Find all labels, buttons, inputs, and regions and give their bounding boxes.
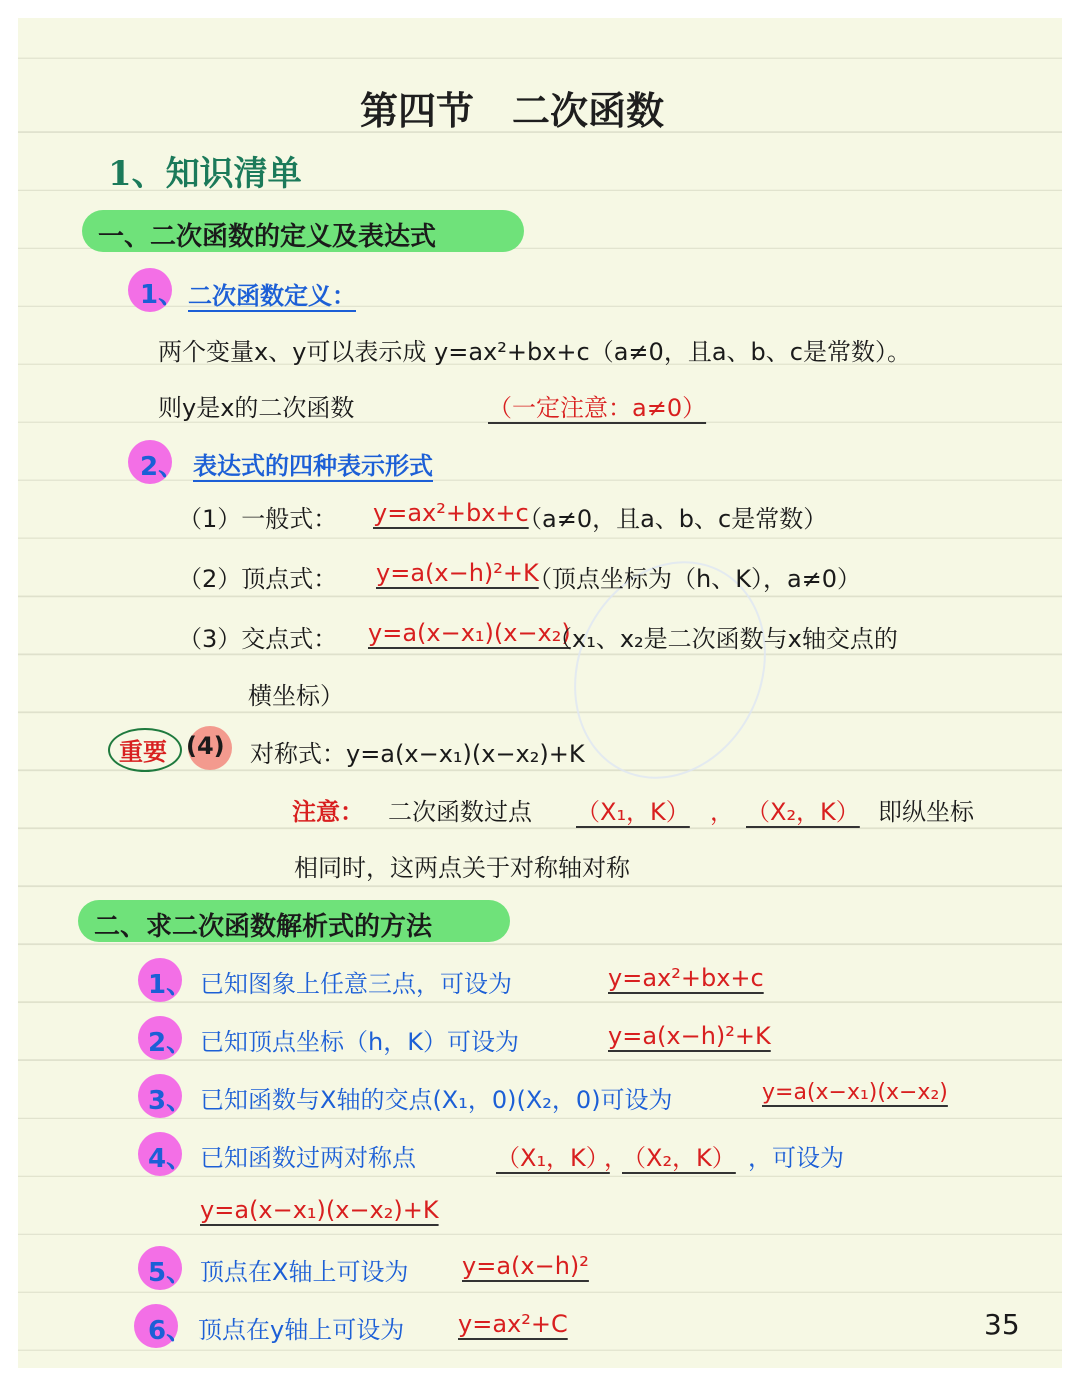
method4-point2: （X₂，K） [622, 1144, 736, 1172]
form3-note-continued: 横坐标） [248, 682, 344, 710]
page-number: 35 [984, 1308, 1020, 1341]
method1-number: 1、 [148, 970, 193, 1000]
item2-number: 2、 [140, 452, 185, 482]
note-separator: ， [710, 798, 734, 826]
definition-note: （一定注意：a≠0） [488, 394, 707, 422]
form1-formula: y=ax²+bx+c [373, 499, 529, 527]
form2-label: （2）顶点式： [178, 565, 338, 593]
section-heading: 1、知识清单 [108, 154, 302, 194]
method4-point1: （X₁，K） [496, 1144, 610, 1172]
form1-note: （a≠0，且a、b、c是常数） [518, 505, 828, 533]
part1-heading: 一、二次函数的定义及表达式 [98, 222, 437, 252]
method1-text: 已知图象上任意三点，可设为 [200, 970, 512, 998]
method5-formula: y=a(x−h)² [462, 1252, 589, 1280]
definition-line2: 则y是x的二次函数 [158, 394, 355, 422]
method6-number: 6、 [148, 1316, 193, 1346]
item1-title: 二次函数定义： [188, 282, 356, 310]
note-label: 注意： [292, 798, 364, 826]
method5-number: 5、 [148, 1258, 193, 1288]
note-point2: （X₂，K） [746, 798, 860, 826]
form2-note: （顶点坐标为（h、K），a≠0） [528, 565, 862, 593]
method2-formula: y=a(x−h)²+K [608, 1022, 771, 1050]
item2-title: 表达式的四种表示形式 [193, 452, 433, 480]
form2-formula: y=a(x−h)²+K [376, 559, 539, 587]
method1-formula: y=ax²+bx+c [608, 964, 764, 992]
part2-heading: 二、求二次函数解析式的方法 [94, 912, 433, 942]
method2-text: 已知顶点坐标（h，K）可设为 [200, 1028, 519, 1056]
form3-formula: y=a(x−x₁)(x−x₂) [368, 619, 571, 647]
definition-line1: 两个变量x、y可以表示成 y=ax²+bx+c（a≠0，且a、b、c是常数）。 [158, 338, 911, 366]
form3-note: （x₁、x₂是二次函数与x轴交点的 [548, 625, 898, 653]
note-line2: 相同时，这两点关于对称轴对称 [294, 854, 630, 882]
item1-number: 1、 [140, 280, 185, 310]
method6-text: 顶点在y轴上可设为 [198, 1316, 405, 1344]
note-text: 二次函数过点 [388, 798, 532, 826]
note-point1: （X₁，K） [576, 798, 690, 826]
method4-text: 已知函数过两对称点 [200, 1144, 416, 1172]
method6-formula: y=ax²+C [458, 1310, 568, 1338]
method5-text: 顶点在X轴上可设为 [200, 1258, 409, 1286]
method4-separator: ， [604, 1144, 628, 1172]
method4-formula: y=a(x−x₁)(x−x₂)+K [200, 1196, 439, 1224]
method3-formula: y=a(x−x₁)(x−x₂) [762, 1080, 948, 1105]
note-tail: 即纵坐标 [878, 798, 974, 826]
form4-number: (4) [186, 732, 225, 760]
important-label: 重要 [119, 738, 167, 766]
form1-label: （1）一般式： [178, 505, 338, 533]
method4-tail: ，可设为 [748, 1144, 844, 1172]
notebook-page [18, 18, 1062, 1368]
method4-number: 4、 [148, 1144, 193, 1174]
method2-number: 2、 [148, 1028, 193, 1058]
form4-text: 对称式：y=a(x−x₁)(x−x₂)+K [250, 740, 585, 768]
method3-number: 3、 [148, 1086, 193, 1116]
page-title: 第四节 二次函数 [360, 88, 665, 133]
method3-text: 已知函数与X轴的交点(X₁，0)(X₂，0)可设为 [200, 1086, 673, 1114]
form3-label: （3）交点式： [178, 625, 338, 653]
